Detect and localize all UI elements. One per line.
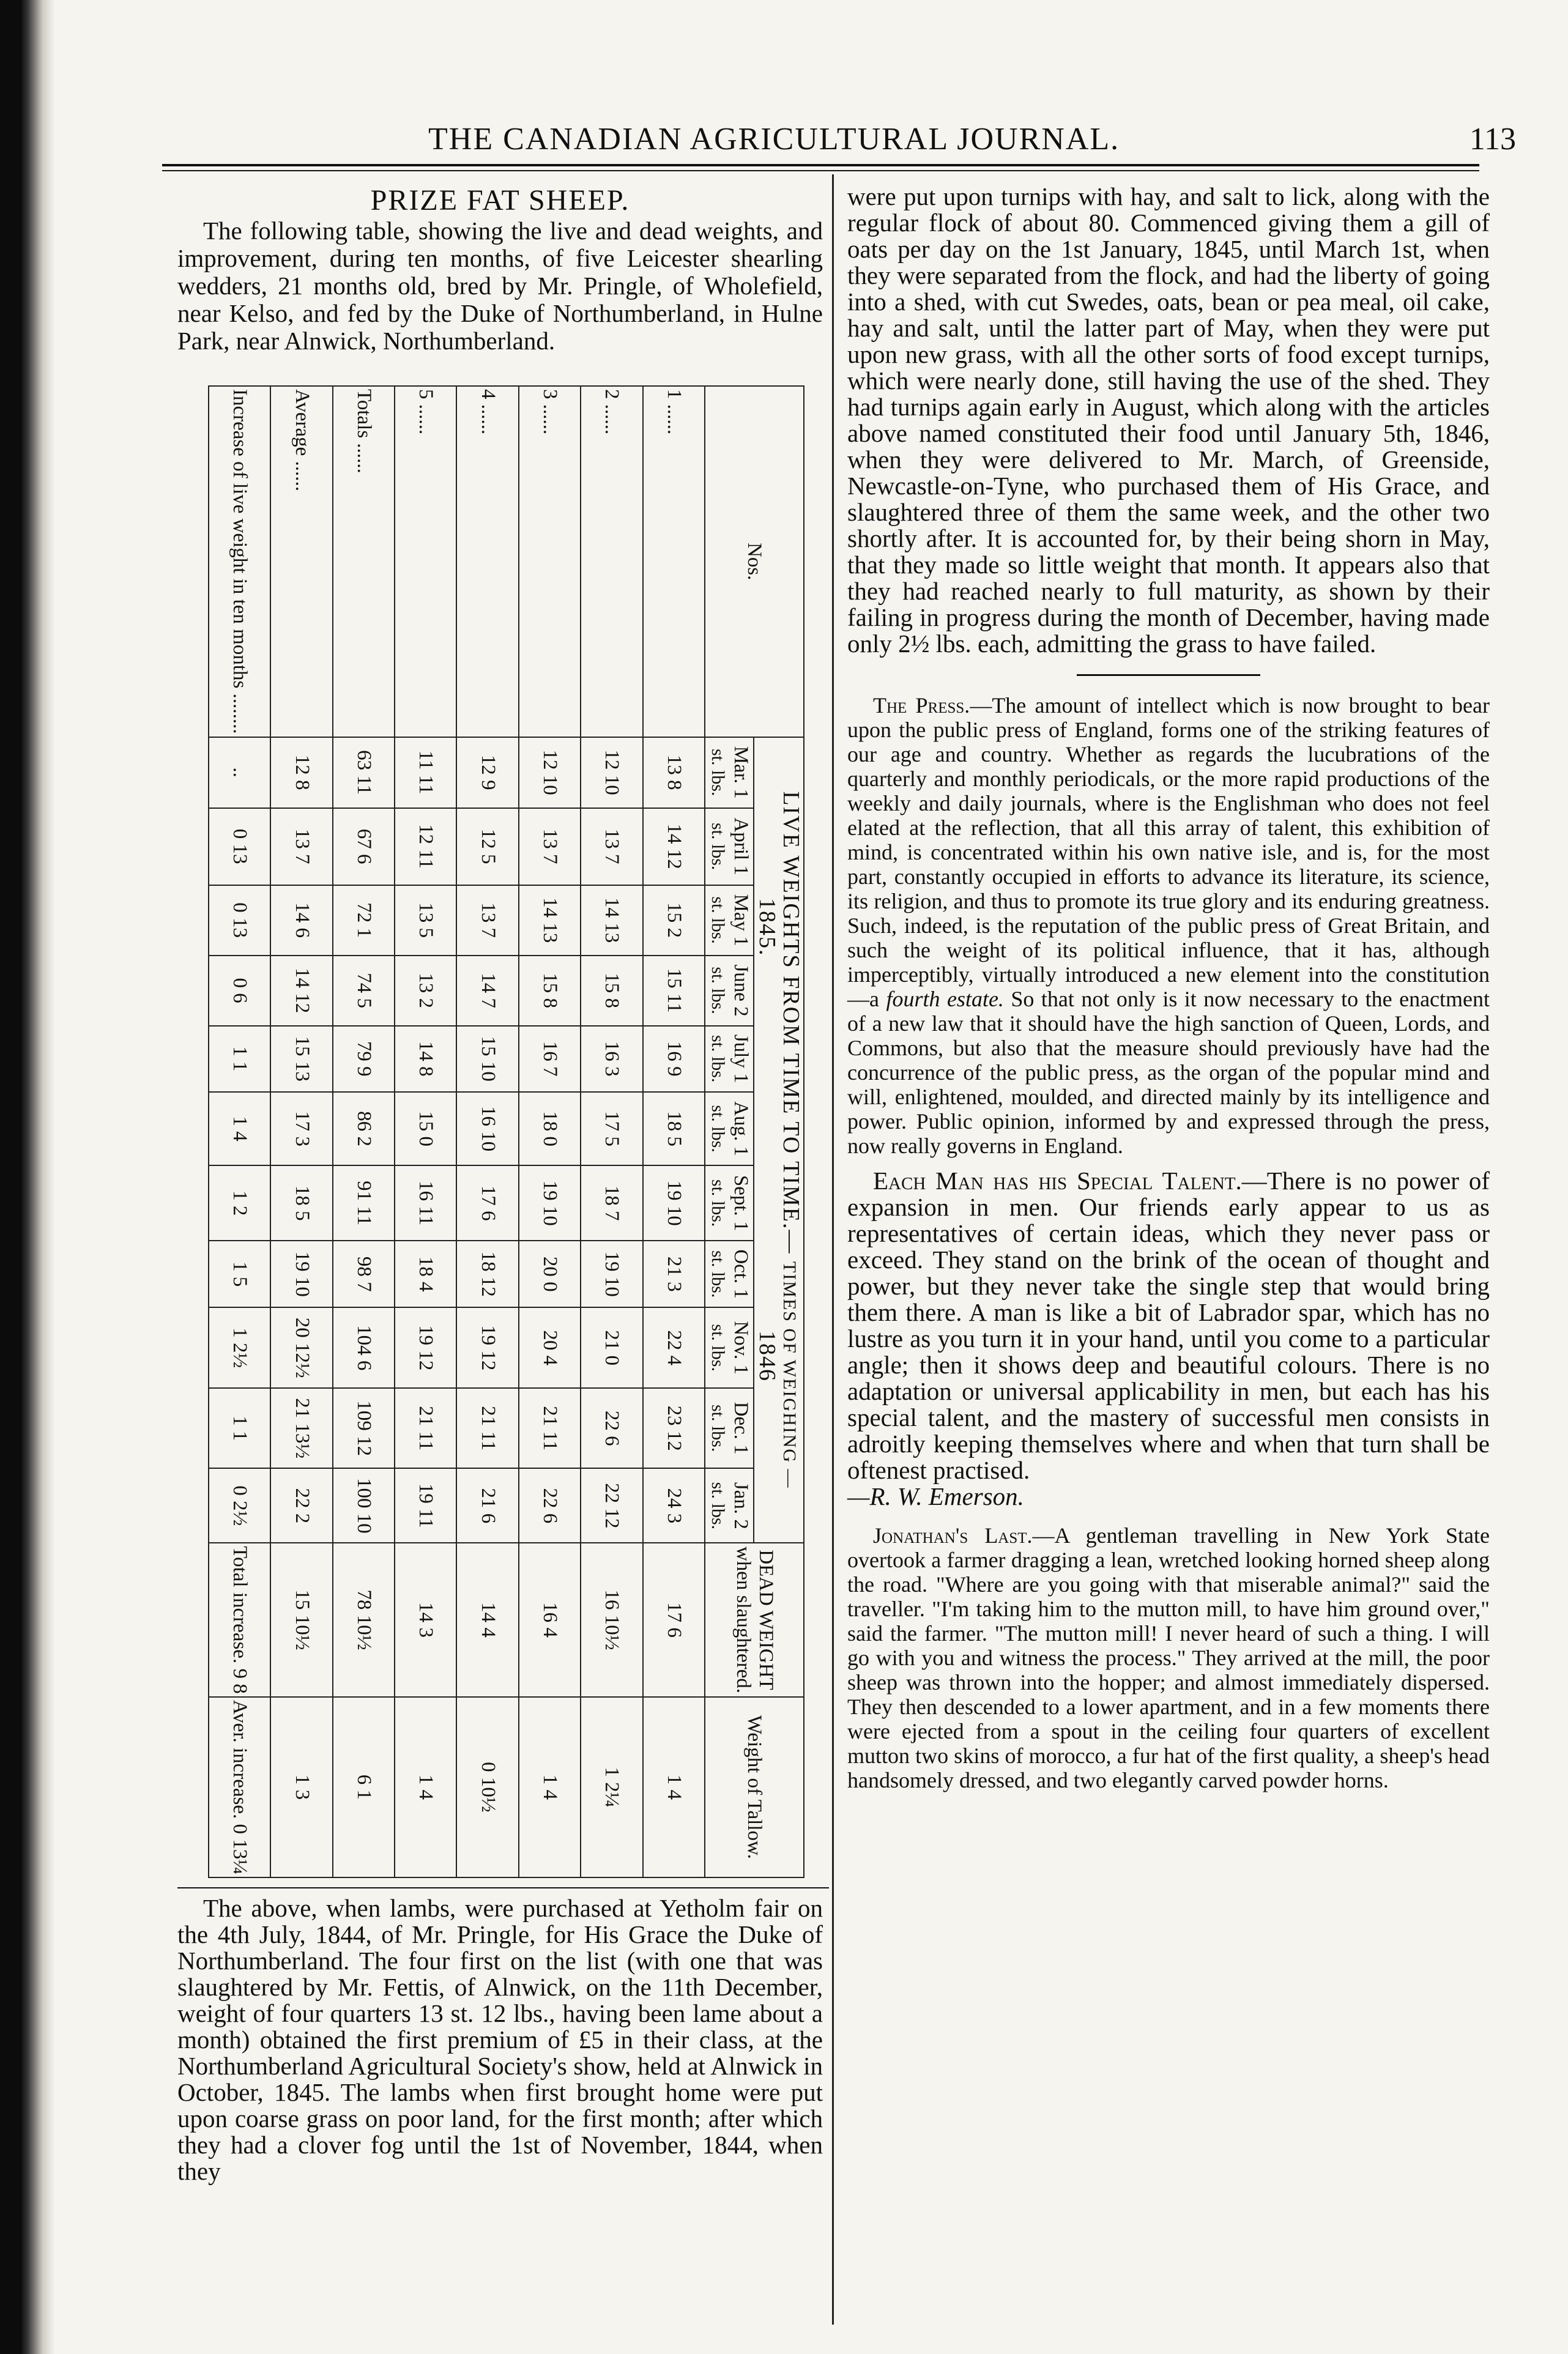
dead-weight-cell: 15 10½ bbox=[270, 1543, 332, 1696]
weight-cell: 21 11 bbox=[395, 1388, 456, 1469]
left-column-top bbox=[177, 184, 823, 355]
weight-cell: 100 10 bbox=[333, 1468, 395, 1543]
weight-cell: 20 0 bbox=[519, 1241, 581, 1307]
right-column bbox=[847, 184, 1490, 1792]
weight-cell: 21 11 bbox=[519, 1388, 581, 1469]
live-weights-header: LIVE WEIGHTS FROM TIME TO TIME.— TIMES OF WEIGHING — 1845. 1846 bbox=[754, 737, 804, 1543]
press-paragraph: The Press.—The amount of intellect which is now brought to bear upon the public press of England, forms one of the striking features of our age and country. Whether as regards the lucubrations of the quarterly and monthly periodicals, or the more rapid productions of the weekly and daily journals, where is the Englishman who does not feel elated at the reflection, that all this array of talent, this exhibition of mind, is concentrated within his own native isle, and is, for the most part, constantly occupied in efforts to advance its literature, its science, its religion, and thus to promote its true glory and its enduring greatness. Such, indeed, is the reputation of the public press of Great Britain, and such the weight of its political influence, that it has, although imperceptibly, virtually introduced a new element into the constitution—a fourth estate. So that not only is it now necessary to the enactment of a new law that it should have the high sanction of Queen, Lords, and Commons, but also that the measure should previously have had the concurrence of the public press, as the organ of the popular mind and will, enlightened, moulded, and directed mainly by its intelligence and power. Public opinion, informed by and expressed through the press, now really governs in England. bbox=[847, 693, 1490, 1158]
month-header: Dec. 1 st. lbs. bbox=[705, 1388, 754, 1469]
weight-cell: 0 13 bbox=[209, 808, 270, 885]
weight-cell: 16 3 bbox=[581, 1026, 642, 1092]
weight-cell: 24 3 bbox=[643, 1468, 705, 1543]
weight-cell: 16 7 bbox=[519, 1026, 581, 1092]
dead-weight-header: DEAD WEIGHT when slaughtered. bbox=[705, 1543, 804, 1696]
weight-cell: 14 13 bbox=[519, 885, 581, 956]
weight-cell: 0 2½ bbox=[209, 1468, 270, 1543]
weight-cell: 18 12 bbox=[457, 1241, 519, 1307]
weight-cell: 1 1 bbox=[209, 1026, 270, 1092]
weight-cell: 22 6 bbox=[581, 1388, 642, 1469]
weight-cell: 14 7 bbox=[457, 956, 519, 1026]
weight-cell: 14 12 bbox=[643, 808, 705, 885]
weight-cell: 12 11 bbox=[395, 808, 456, 885]
row-label: 5 ...... bbox=[395, 386, 456, 737]
table-bottom-rule bbox=[177, 1887, 829, 1888]
talent-paragraph: Each Man has his Special Talent.—There is no power of expansion in men. Our friends early appear to us as representatives of certain ideas, which they never pass or exceed. They stand on the brink of the ocean of thought and power, but they never take the single step that would bring them there. A man is like a bit of Labrador spar, which has no lustre as you turn it in your hand, until you come to a particular angle; then it shows deep and beautiful colours. There is no adaptation or universal applicability in men, but each has his special talent, and the mastery of successful men consists in adroitly keeping themselves where and when that turn shall be oftenest practised. —R. W. Emerson. bbox=[847, 1167, 1490, 1510]
weight-cell: 21 11 bbox=[457, 1388, 519, 1469]
tallow-cell: 1 2¼ bbox=[581, 1697, 642, 1877]
weight-cell: 0 6 bbox=[209, 956, 270, 1026]
live-weights-table-rotated bbox=[208, 385, 804, 1878]
month-header: Sept. 1 st. lbs. bbox=[705, 1165, 754, 1241]
live-weights-table bbox=[208, 385, 804, 1878]
continuation-paragraph: were put upon turnips with hay, and salt to lick, along with the regular flock of about 80. Commenced giving them a gill of oats per day on the 1st January, 1845, until March 1st, when they were separated from the flock, and had the liberty of going into a shed, with cut Swedes, oats, bean or pea meal, oil cake, hay and salt, until the latter part of May, when they were put upon new grass, with all the other sorts of food except turnips, which were nearly done, still having the use of the shed. They had turnips again early in August, which along with the articles above named constituted their food until January 5th, 1846, when they were delivered to Mr. March, of Greenside, Newcastle-on-Tyne, who purchased them of His Grace, and slaughtered three of them the same week, and the other two shortly after. It is accounted for, by their being shorn in May, that they made so little weight that month. It appears also that they had reached nearly to full maturity, as shown by their failing in progress during the month of December, having made only 2½ lbs. each, admitting the grass to have failed. bbox=[847, 182, 1490, 658]
dead-weight-cell: Total increase. 9 8 bbox=[209, 1543, 270, 1696]
emerson-signature: —R. W. Emerson. bbox=[847, 1482, 1024, 1510]
month-header: Jan. 2 st. lbs. bbox=[705, 1468, 754, 1543]
jonathan-paragraph: Jonathan's Last.—A gentleman travelling in New York State overtook a farmer dragging a lean, wretched looking horned sheep along the road. "Where are you going with that miserable animal?" said the traveller. "I'm taking him to the mutton mill, to have him ground over," said the farmer. "The mutton mill! I never heard of such a thing. I will go with you and witness the process." They arrived at the mill, the poor sheep was thrown into the hopper; and almost immediately dispersed. They then descended to a lower apartment, and in a few moments there were ejected from a spout in the ceiling four quarters of excellent mutton two skins of morocco, a fur hat of the first quality, a sheep's head handsomely dressed, and two elegantly carved powder horns. bbox=[847, 1523, 1490, 1792]
weight-cell: 91 11 bbox=[333, 1165, 395, 1241]
row-label: Average ...... bbox=[270, 386, 332, 737]
row-label: Increase of live weight in ten months ........ bbox=[209, 386, 270, 737]
header-rule bbox=[162, 164, 1479, 166]
month-header: Mar. 1 st. lbs. bbox=[705, 737, 754, 808]
month-header: Oct. 1 st. lbs. bbox=[705, 1241, 754, 1307]
weight-cell: 1 1 bbox=[209, 1388, 270, 1469]
table-row bbox=[395, 386, 456, 1877]
table-body bbox=[209, 386, 705, 1877]
article-title: PRIZE FAT SHEEP. bbox=[370, 184, 630, 217]
row-label: Totals ...... bbox=[333, 386, 395, 737]
tallow-header: Weight of Tallow. bbox=[705, 1697, 804, 1877]
jonathan-heading: Jonathan's Last. bbox=[873, 1523, 1033, 1548]
weight-cell: 16 10 bbox=[457, 1092, 519, 1165]
weight-cell: 12 8 bbox=[270, 737, 332, 808]
header-rule-thin bbox=[162, 170, 1479, 171]
weight-cell: 12 10 bbox=[581, 737, 642, 808]
nos-header: Nos. bbox=[705, 386, 804, 737]
weight-cell: 0 13 bbox=[209, 885, 270, 956]
after-table-paragraph: The above, when lambs, were purchased at Yetholm fair on the 4th July, 1844, of Mr. Pringle, for His Grace the Duke of Northumberland. The four first on the list (with one that was slaughtered by Mr. Fettis, of Alnwick, on the 11th December, weight of four quarters 13 st. 12 lbs., having been lame about a month) obtained the first premium of £5 in their class, at the Northumberland Agricultural Society's show, held at Alnwick in October, 1845. The lambs when first brought home were put upon coarse grass on poor land, for the first month; after which they had a clover fog until the 1st of November, 1844, when they bbox=[177, 1894, 823, 2185]
month-header: July 1 st. lbs. bbox=[705, 1026, 754, 1092]
weight-cell: 109 12 bbox=[333, 1388, 395, 1469]
weight-cell: 15 8 bbox=[519, 956, 581, 1026]
weight-cell: 21 3 bbox=[643, 1241, 705, 1307]
weight-cell: 98 7 bbox=[333, 1241, 395, 1307]
weight-cell: 104 6 bbox=[333, 1307, 395, 1388]
tallow-cell: 0 10½ bbox=[457, 1697, 519, 1877]
weight-cell: 15 10 bbox=[457, 1026, 519, 1092]
weight-cell: 20 12½ bbox=[270, 1307, 332, 1388]
weight-cell: 12 5 bbox=[457, 808, 519, 885]
weight-cell: 15 2 bbox=[643, 885, 705, 956]
weight-cell: 13 7 bbox=[270, 808, 332, 885]
dead-weight-cell: 78 10½ bbox=[333, 1543, 395, 1696]
weight-cell: 15 13 bbox=[270, 1026, 332, 1092]
weight-cell: 13 8 bbox=[643, 737, 705, 808]
weight-cell: 22 6 bbox=[519, 1468, 581, 1543]
dead-weight-cell: 16 4 bbox=[519, 1543, 581, 1696]
weight-cell: 86 2 bbox=[333, 1092, 395, 1165]
talent-heading: Each Man has his Special Talent. bbox=[873, 1167, 1242, 1195]
month-header: Nov. 1 st. lbs. bbox=[705, 1307, 754, 1388]
weight-cell: 1 5 bbox=[209, 1241, 270, 1307]
weight-cell: 12 9 bbox=[457, 737, 519, 808]
weight-cell: 63 11 bbox=[333, 737, 395, 808]
weight-cell: 1 4 bbox=[209, 1092, 270, 1165]
weight-cell: 20 4 bbox=[519, 1307, 581, 1388]
weight-cell: 23 12 bbox=[643, 1388, 705, 1469]
weight-cell: 72 1 bbox=[333, 885, 395, 956]
row-label: 4 ...... bbox=[457, 386, 519, 737]
month-header: May 1 st. lbs. bbox=[705, 885, 754, 956]
weight-cell: 22 2 bbox=[270, 1468, 332, 1543]
dead-weight-cell: 16 10½ bbox=[581, 1543, 642, 1696]
book-binding-shadow bbox=[0, 0, 55, 2354]
weight-cell: 11 11 bbox=[395, 737, 456, 808]
weight-cell: .. bbox=[209, 737, 270, 808]
weight-cell: 19 12 bbox=[457, 1307, 519, 1388]
weight-cell: 12 10 bbox=[519, 737, 581, 808]
weight-cell: 21 6 bbox=[457, 1468, 519, 1543]
table-row bbox=[333, 386, 395, 1877]
weight-cell: 22 12 bbox=[581, 1468, 642, 1543]
tallow-cell: 1 4 bbox=[395, 1697, 456, 1877]
weight-cell: 19 10 bbox=[270, 1241, 332, 1307]
row-label: 3 ...... bbox=[519, 386, 581, 737]
month-header: Aug. 1 st. lbs. bbox=[705, 1092, 754, 1165]
weight-cell: 14 6 bbox=[270, 885, 332, 956]
tallow-cell: 1 4 bbox=[643, 1697, 705, 1877]
weight-cell: 15 0 bbox=[395, 1092, 456, 1165]
weight-cell: 13 7 bbox=[581, 808, 642, 885]
table-row bbox=[209, 386, 270, 1877]
page-number: 113 bbox=[1469, 122, 1516, 157]
weight-cell: 13 5 bbox=[395, 885, 456, 956]
weight-cell: 16 11 bbox=[395, 1165, 456, 1241]
weight-cell: 79 9 bbox=[333, 1026, 395, 1092]
month-header: June 2 st. lbs. bbox=[705, 956, 754, 1026]
weight-cell: 18 0 bbox=[519, 1092, 581, 1165]
running-head: THE CANADIAN AGRICULTURAL JOURNAL. bbox=[428, 122, 1120, 157]
table-row bbox=[457, 386, 519, 1877]
weight-cell: 19 10 bbox=[519, 1165, 581, 1241]
tallow-cell: 1 4 bbox=[519, 1697, 581, 1877]
month-header: April 1 st. lbs. bbox=[705, 808, 754, 885]
weight-cell: 21 0 bbox=[581, 1307, 642, 1388]
weight-cell: 15 8 bbox=[581, 956, 642, 1026]
weight-cell: 17 5 bbox=[581, 1092, 642, 1165]
weight-cell: 16 9 bbox=[643, 1026, 705, 1092]
weight-cell: 17 3 bbox=[270, 1092, 332, 1165]
table-row bbox=[581, 386, 642, 1877]
weight-cell: 13 2 bbox=[395, 956, 456, 1026]
weight-cell: 18 4 bbox=[395, 1241, 456, 1307]
weight-cell: 19 12 bbox=[395, 1307, 456, 1388]
live-weights-table-wrap bbox=[208, 385, 804, 1878]
weight-cell: 18 5 bbox=[643, 1092, 705, 1165]
tallow-cell: Aver. increase. 0 13¼ bbox=[209, 1697, 270, 1877]
column-rule bbox=[832, 174, 834, 2325]
weight-cell: 19 10 bbox=[581, 1241, 642, 1307]
table-row bbox=[519, 386, 581, 1877]
row-label: 1 ...... bbox=[643, 386, 705, 737]
left-column-bottom bbox=[177, 1895, 823, 2185]
weight-cell: 13 7 bbox=[519, 808, 581, 885]
table-row bbox=[270, 386, 332, 1877]
weight-cell: 74 5 bbox=[333, 956, 395, 1026]
weight-cell: 1 2 bbox=[209, 1165, 270, 1241]
table-row bbox=[643, 386, 705, 1877]
weight-cell: 14 8 bbox=[395, 1026, 456, 1092]
weight-cell: 1 2½ bbox=[209, 1307, 270, 1388]
weight-cell: 13 7 bbox=[457, 885, 519, 956]
dead-weight-cell: 14 3 bbox=[395, 1543, 456, 1696]
row-label: 2 ...... bbox=[581, 386, 642, 737]
weight-cell: 15 11 bbox=[643, 956, 705, 1026]
weight-cell: 22 4 bbox=[643, 1307, 705, 1388]
weight-cell: 21 13½ bbox=[270, 1388, 332, 1469]
weight-cell: 67 6 bbox=[333, 808, 395, 885]
tallow-cell: 6 1 bbox=[333, 1697, 395, 1877]
weight-cell: 19 11 bbox=[395, 1468, 456, 1543]
weight-cell: 17 6 bbox=[457, 1165, 519, 1241]
dead-weight-cell: 14 4 bbox=[457, 1543, 519, 1696]
weight-cell: 18 5 bbox=[270, 1165, 332, 1241]
dead-weight-cell: 17 6 bbox=[643, 1543, 705, 1696]
intro-paragraph: The following table, showing the live and dead weights, and improvement, during ten months, of five Leicester shearling wedders, 21 months old, bred by Mr. Pringle, of Wholefield, near Kelso, and fed by the Duke of Northumberland, in Hulne Park, near Alnwick, Northumberland. bbox=[177, 217, 823, 355]
weight-cell: 19 10 bbox=[643, 1165, 705, 1241]
press-heading: The Press. bbox=[873, 693, 970, 718]
weight-cell: 18 7 bbox=[581, 1165, 642, 1241]
tallow-cell: 1 3 bbox=[270, 1697, 332, 1877]
weight-cell: 14 12 bbox=[270, 956, 332, 1026]
weight-cell: 14 13 bbox=[581, 885, 642, 956]
